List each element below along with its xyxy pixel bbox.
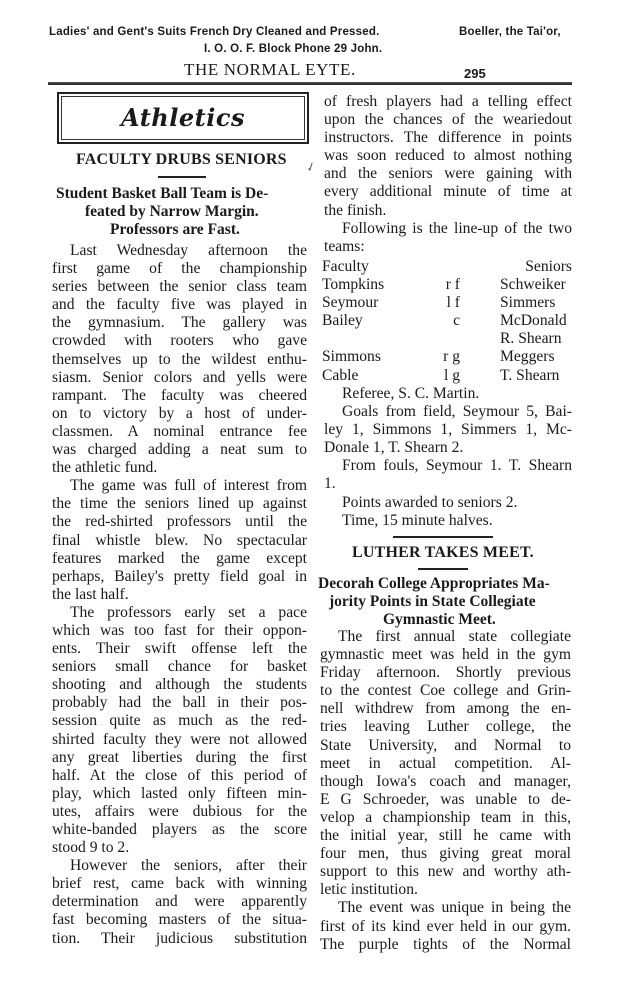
senior-player: McDonald (500, 312, 567, 330)
text-line: white-banded players as the score (52, 821, 307, 838)
text-line: Points awarded to seniors 2. (342, 493, 518, 511)
page-number: 295 (464, 66, 486, 81)
text-line: upon the chances of the weariedout (324, 111, 572, 129)
header-rule (48, 82, 572, 85)
article-subhead: Student Basket Ball Team is De- (56, 185, 269, 202)
masthead-title: THE NORMAL EYTE. (184, 60, 356, 79)
senior-player: Schweiker (500, 276, 566, 294)
text-line: However the seniors, after their (70, 857, 307, 875)
faculty-player: Tompkins (322, 276, 385, 294)
faculty-player: Simmons (322, 348, 381, 366)
right-column-continuation (324, 93, 572, 256)
text-line: stood 9 to 2. (52, 839, 130, 857)
article-divider (393, 536, 493, 538)
text-line: The purple tights of the Normal (320, 935, 571, 953)
senior-player: Meggers (500, 348, 555, 366)
text-line: was charged adding a neat sum to (52, 441, 307, 459)
checkmark-icon: ✓ (303, 158, 319, 176)
text-line: the athletic fund. (52, 459, 158, 477)
senior-player: Simmers (500, 294, 556, 312)
faculty-player: Seymour (322, 294, 379, 312)
text-line: nell withdrew from among the en- (320, 700, 571, 718)
text-line: every additional minute of time at (324, 183, 572, 201)
text-line: 1. (324, 475, 336, 493)
text-line: E G Schroeder, was unable to de- (320, 790, 571, 808)
advertisement-address: I. O. O. F. Block Phone 29 John. (204, 43, 383, 55)
text-line: fast becoming masters of the situa- (52, 911, 307, 929)
text-line: classmen. A nominal entrance fee (52, 422, 307, 440)
lineup-row (322, 330, 572, 348)
article-headline: LUTHER TAKES MEET. (352, 544, 534, 561)
text-line: gymnastic meet was held in the gym (320, 646, 571, 664)
left-column-body (52, 242, 307, 948)
text-line: series between the senior class team (52, 278, 307, 296)
text-line: Friday afternoon. Shortly previous (320, 664, 571, 682)
article-subhead: Professors are Fast. (110, 221, 240, 238)
senior-player: R. Shearn (500, 330, 562, 348)
faculty-player: Cable (322, 366, 359, 384)
article-subhead: Decorah College Appropriates Ma- (318, 575, 550, 592)
article-subhead: feated by Narrow Margin. (85, 203, 259, 220)
player-position: l g (443, 366, 460, 384)
advertisement-line: Ladies' and Gent's Suits French Dry Cleaned and Pressed. (49, 26, 380, 38)
text-line: and the seniors were gaining with (324, 165, 572, 183)
headline-divider (158, 176, 206, 178)
article-headline: FACULTY DRUBS SENIORS (76, 151, 287, 168)
player-position: l f (446, 294, 460, 312)
text-line: teams: (324, 237, 365, 255)
section-title-box (57, 92, 309, 144)
text-line: utes, affairs were dubious for the (52, 802, 307, 820)
text-line: Donale 1, T. Shearn 2. (324, 439, 464, 457)
text-line: half. At the close of this period of (52, 766, 307, 784)
text-line: meet in actual competition. Al- (320, 754, 571, 772)
text-line: seniors small chance for basket (52, 658, 307, 676)
text-line: instructors. The difference in points (324, 129, 572, 147)
text-line: crowded with rooters who gave (52, 332, 307, 350)
text-line: shirted faculty they were not allowed (52, 730, 307, 748)
faculty-player: Bailey (322, 312, 363, 330)
lineup-row (322, 276, 572, 294)
text-line: Referee, S. C. Martin. (342, 385, 480, 402)
text-line: letic institution. (320, 881, 418, 899)
text-line: the last half. (52, 585, 129, 603)
text-line: determination and were apparently (52, 893, 307, 911)
text-line: brief rest, came back with winning (52, 875, 307, 893)
text-line: probably had the ball in their pos- (52, 694, 307, 712)
text-line: velop a championship team in this, (320, 808, 571, 826)
text-line: first of its kind ever held in our gym. (320, 917, 571, 935)
text-line: The game was full of interest from (70, 477, 307, 495)
lineup-row (322, 348, 572, 366)
text-line: was soon reduced to almost nothing (324, 147, 572, 165)
text-line: themselves up to the wildest enthu- (52, 350, 307, 368)
text-line: Goals from field, Seymour 5, Bai- (342, 403, 572, 421)
text-line: ents. Their swift offense left the (52, 640, 307, 658)
text-line: The professors early set a pace (70, 603, 307, 621)
text-line: the red-shirted professors until the (52, 513, 307, 531)
text-line: rampant. The faculty was cheered (52, 386, 307, 404)
text-line: The event was unique in being the (338, 899, 571, 917)
text-line: on to victory by a host of under- (52, 404, 307, 422)
text-line: to the contest Coe college and Grin- (320, 682, 571, 700)
text-line: The first annual state collegiate (338, 628, 571, 645)
game-summary (324, 385, 572, 530)
text-line: siasm. Senior colors and yells were (52, 368, 307, 386)
lineup-table (322, 258, 572, 385)
text-line: and the faculty five was played in (52, 296, 307, 314)
text-line: four men, thus giving great moral (320, 845, 571, 863)
text-line: of fresh players had a telling effect (324, 93, 572, 110)
lineup-row (322, 367, 572, 385)
section-title: Athletics (121, 103, 245, 132)
text-line: perhaps, Bailey's pretty field goal in (52, 567, 307, 585)
text-line: From fouls, Seymour 1. T. Shearn (342, 457, 572, 475)
player-position: r f (445, 276, 460, 294)
text-line: though Iowa's coach and manager, (320, 772, 571, 790)
article-subhead: Gymnastic Meet. (383, 611, 496, 628)
lineup-header-seniors: Seniors (525, 258, 572, 275)
text-line: Last Wednesday afternoon the (70, 242, 307, 259)
text-line: any great liberties during the first (52, 748, 307, 766)
text-line: State University, and Normal to (320, 736, 571, 754)
text-line: shooting and although the students (52, 676, 307, 694)
text-line: the finish. (324, 201, 387, 219)
text-line: session quite as much as the red- (52, 712, 307, 730)
player-position: r g (443, 348, 460, 366)
text-line: Following is the line-up of the two (342, 219, 572, 237)
text-line: ley 1, Simmons 1, Simmers 1, Mc- (324, 421, 572, 439)
text-line: the gymnasium. The gallery was (52, 314, 307, 332)
right-column-body (320, 628, 571, 954)
text-line: the time the seniors lined up against (52, 495, 307, 513)
text-line: Time, 15 minute halves. (342, 511, 493, 529)
article-subhead: jority Points in State Collegiate (329, 593, 536, 610)
text-line: final whistle blew. No spectacular (52, 531, 307, 549)
text-line: play, which lasted only fifteen min- (52, 784, 307, 802)
text-line: which was too fast for their oppon- (52, 621, 307, 639)
text-line: tion. Their judicious substitution (52, 929, 307, 947)
headline-divider (418, 568, 468, 570)
lineup-row (322, 312, 572, 330)
lineup-row (322, 294, 572, 312)
text-line: support to this new and worthy ath- (320, 863, 571, 881)
text-line: first game of the championship (52, 260, 307, 278)
text-line: tries leaving Luther college, the (320, 718, 571, 736)
lineup-header-row (322, 258, 572, 276)
text-line: features marked the game except (52, 549, 307, 567)
advertisement-tailor: Boeller, the Tai'or, (459, 26, 561, 38)
text-line: the initial year, still he came with (320, 827, 571, 845)
senior-player: T. Shearn (500, 366, 560, 384)
player-position: c (453, 312, 460, 330)
lineup-header-faculty: Faculty (322, 258, 369, 275)
